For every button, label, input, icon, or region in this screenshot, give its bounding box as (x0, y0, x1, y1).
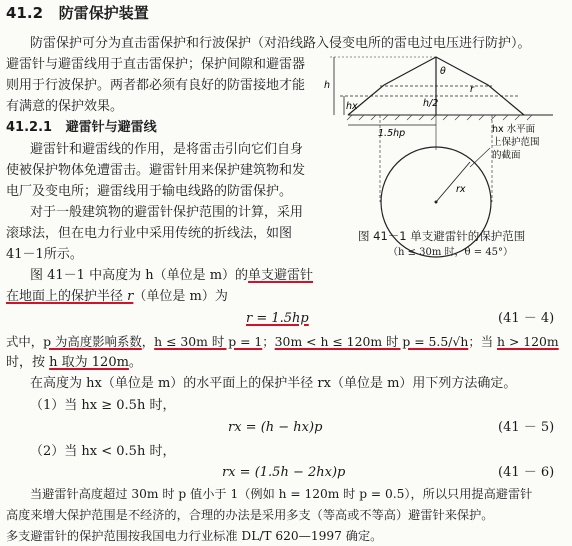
para1-line-3: 电厂及变电所；避雷线用于输电线路的防雷保护。 (6, 184, 293, 199)
para2-line-2: 滚球法，但在电力行业中采用传统的折线法，如图 (6, 226, 293, 241)
label-note-3: 的截面 (492, 150, 521, 161)
equation-number-41-6: (41 － 6) (498, 465, 555, 480)
para3-line-1 (30, 266, 313, 286)
equation-41-6: rx = (1.5h − 2hx)p (222, 465, 346, 480)
para4: 在高度为 hx（单位是 m）的水平面上的保护半径 rx（单位是 m）用下列方法确定。 (30, 376, 517, 391)
cond-sep-1: ， (141, 334, 155, 349)
intro-line-4: 有满意的保护效果。 (6, 99, 124, 114)
ground-hatching (347, 115, 532, 120)
label-note-1: hx 水平面 (492, 124, 536, 135)
cond-take-120m: h 取为 120m (49, 355, 129, 370)
equation-number-41-5: (41 － 5) (498, 420, 555, 435)
closing-line-1: 当避雷针高度超过 30m 时 p 值小于 1（例如 h = 120m 时 p = 0.5），所以只用提高避雷针 (30, 487, 533, 501)
label-r-top: r (470, 84, 474, 95)
section-number: 41.2 (6, 4, 44, 22)
conditions-line (6, 332, 559, 352)
label-1-5hp: 1.5hp (378, 128, 406, 139)
cond-sep-4: 时，按 (6, 355, 50, 370)
circle-center (435, 201, 438, 204)
label-rx: rx (456, 184, 466, 195)
label-hx: hx (346, 101, 358, 112)
para2-line-1: 对于一般建筑物的避雷针保护范围的计算，采用 (30, 205, 304, 220)
closing-line-3: 多支避雷针的保护范围按我国电力行业标准 DL/T 620—1997 确定。 (6, 529, 383, 543)
cond-p-coefficient: p 为高度影响系数 (43, 334, 142, 349)
closing-line-2: 高度来增大保护范围是不经济的，合理的办法是采用多支（等高或不等高）避雷针来保护。 (6, 508, 494, 522)
label-theta: θ (440, 66, 446, 77)
equation-41-4: r = 1.5hp (246, 311, 309, 326)
para1-line-1: 避雷针和避雷线的作用，是将雷击引向它们自身 (30, 142, 304, 157)
para2-line-3: 41－1所示。 (6, 247, 83, 262)
label-note-2: 上保护范围 (492, 137, 540, 148)
section-heading (6, 3, 149, 23)
cond-sep-3: ；当 (468, 334, 498, 349)
cond-case-over-120m: h > 120m (497, 334, 559, 349)
para3-text-end: （单位是 m）为 (133, 289, 228, 304)
cond-prefix: 式中， (6, 334, 44, 349)
conditions-line-2 (6, 353, 142, 373)
equation-41-5: rx = (h − hx)p (228, 420, 323, 435)
intro-line-2: 避雷针与避雷线用于直击雷保护；保护间隙和避雷器 (6, 57, 306, 72)
cond-end: 。 (128, 355, 142, 370)
label-half-h: h/2 (423, 98, 439, 109)
note-leader (470, 148, 490, 167)
subsection-title: 避雷针与避雷线 (65, 120, 157, 135)
cond-sep-2: ； (262, 334, 275, 349)
figure-caption-sub: （h ≤ 30m 时，θ = 45°） (388, 247, 514, 258)
intro-line-1: 防雷保护可分为直击雷保护和行波保护（对沿线路入侵变电所的雷电过电压进行防护）。 (30, 36, 531, 51)
case1-label: （1）当 hx ≥ 0.5h 时， (30, 398, 176, 413)
cond-case-120m: 30m < h ≤ 120m 时 p = 5.5/√h (274, 334, 469, 349)
para3-text: 图 41－1 中高度为 h（单位是 m）的 (30, 268, 249, 283)
section-title: 防雷保护装置 (58, 4, 149, 22)
label-h: h (324, 80, 331, 91)
intro-line-3: 则用于行波保护。两者都必须有良好的防雷接地才能 (6, 78, 306, 93)
highlight-r: r (123, 289, 134, 304)
highlight-protection-radius: 在地面上的保护半径 (6, 289, 124, 304)
cond-case-30m: h ≤ 30m 时 p = 1 (154, 334, 263, 349)
equation-number-41-4: (41 － 4) (498, 311, 555, 326)
figure-caption: 图 41－1 单支避雷针的保护范围 (358, 229, 526, 243)
subsection-heading (6, 118, 157, 138)
radius-rx (436, 162, 470, 202)
para1-line-2: 使被保护物体免遭雷击。避雷针用来保护建筑物和发 (6, 163, 306, 178)
subsection-number: 41.2.1 (6, 120, 53, 135)
highlight-single-rod: 单支避雷针 (248, 268, 314, 283)
para3-line-2 (6, 287, 228, 307)
case2-label: （2）当 hx < 0.5h 时， (30, 444, 176, 459)
